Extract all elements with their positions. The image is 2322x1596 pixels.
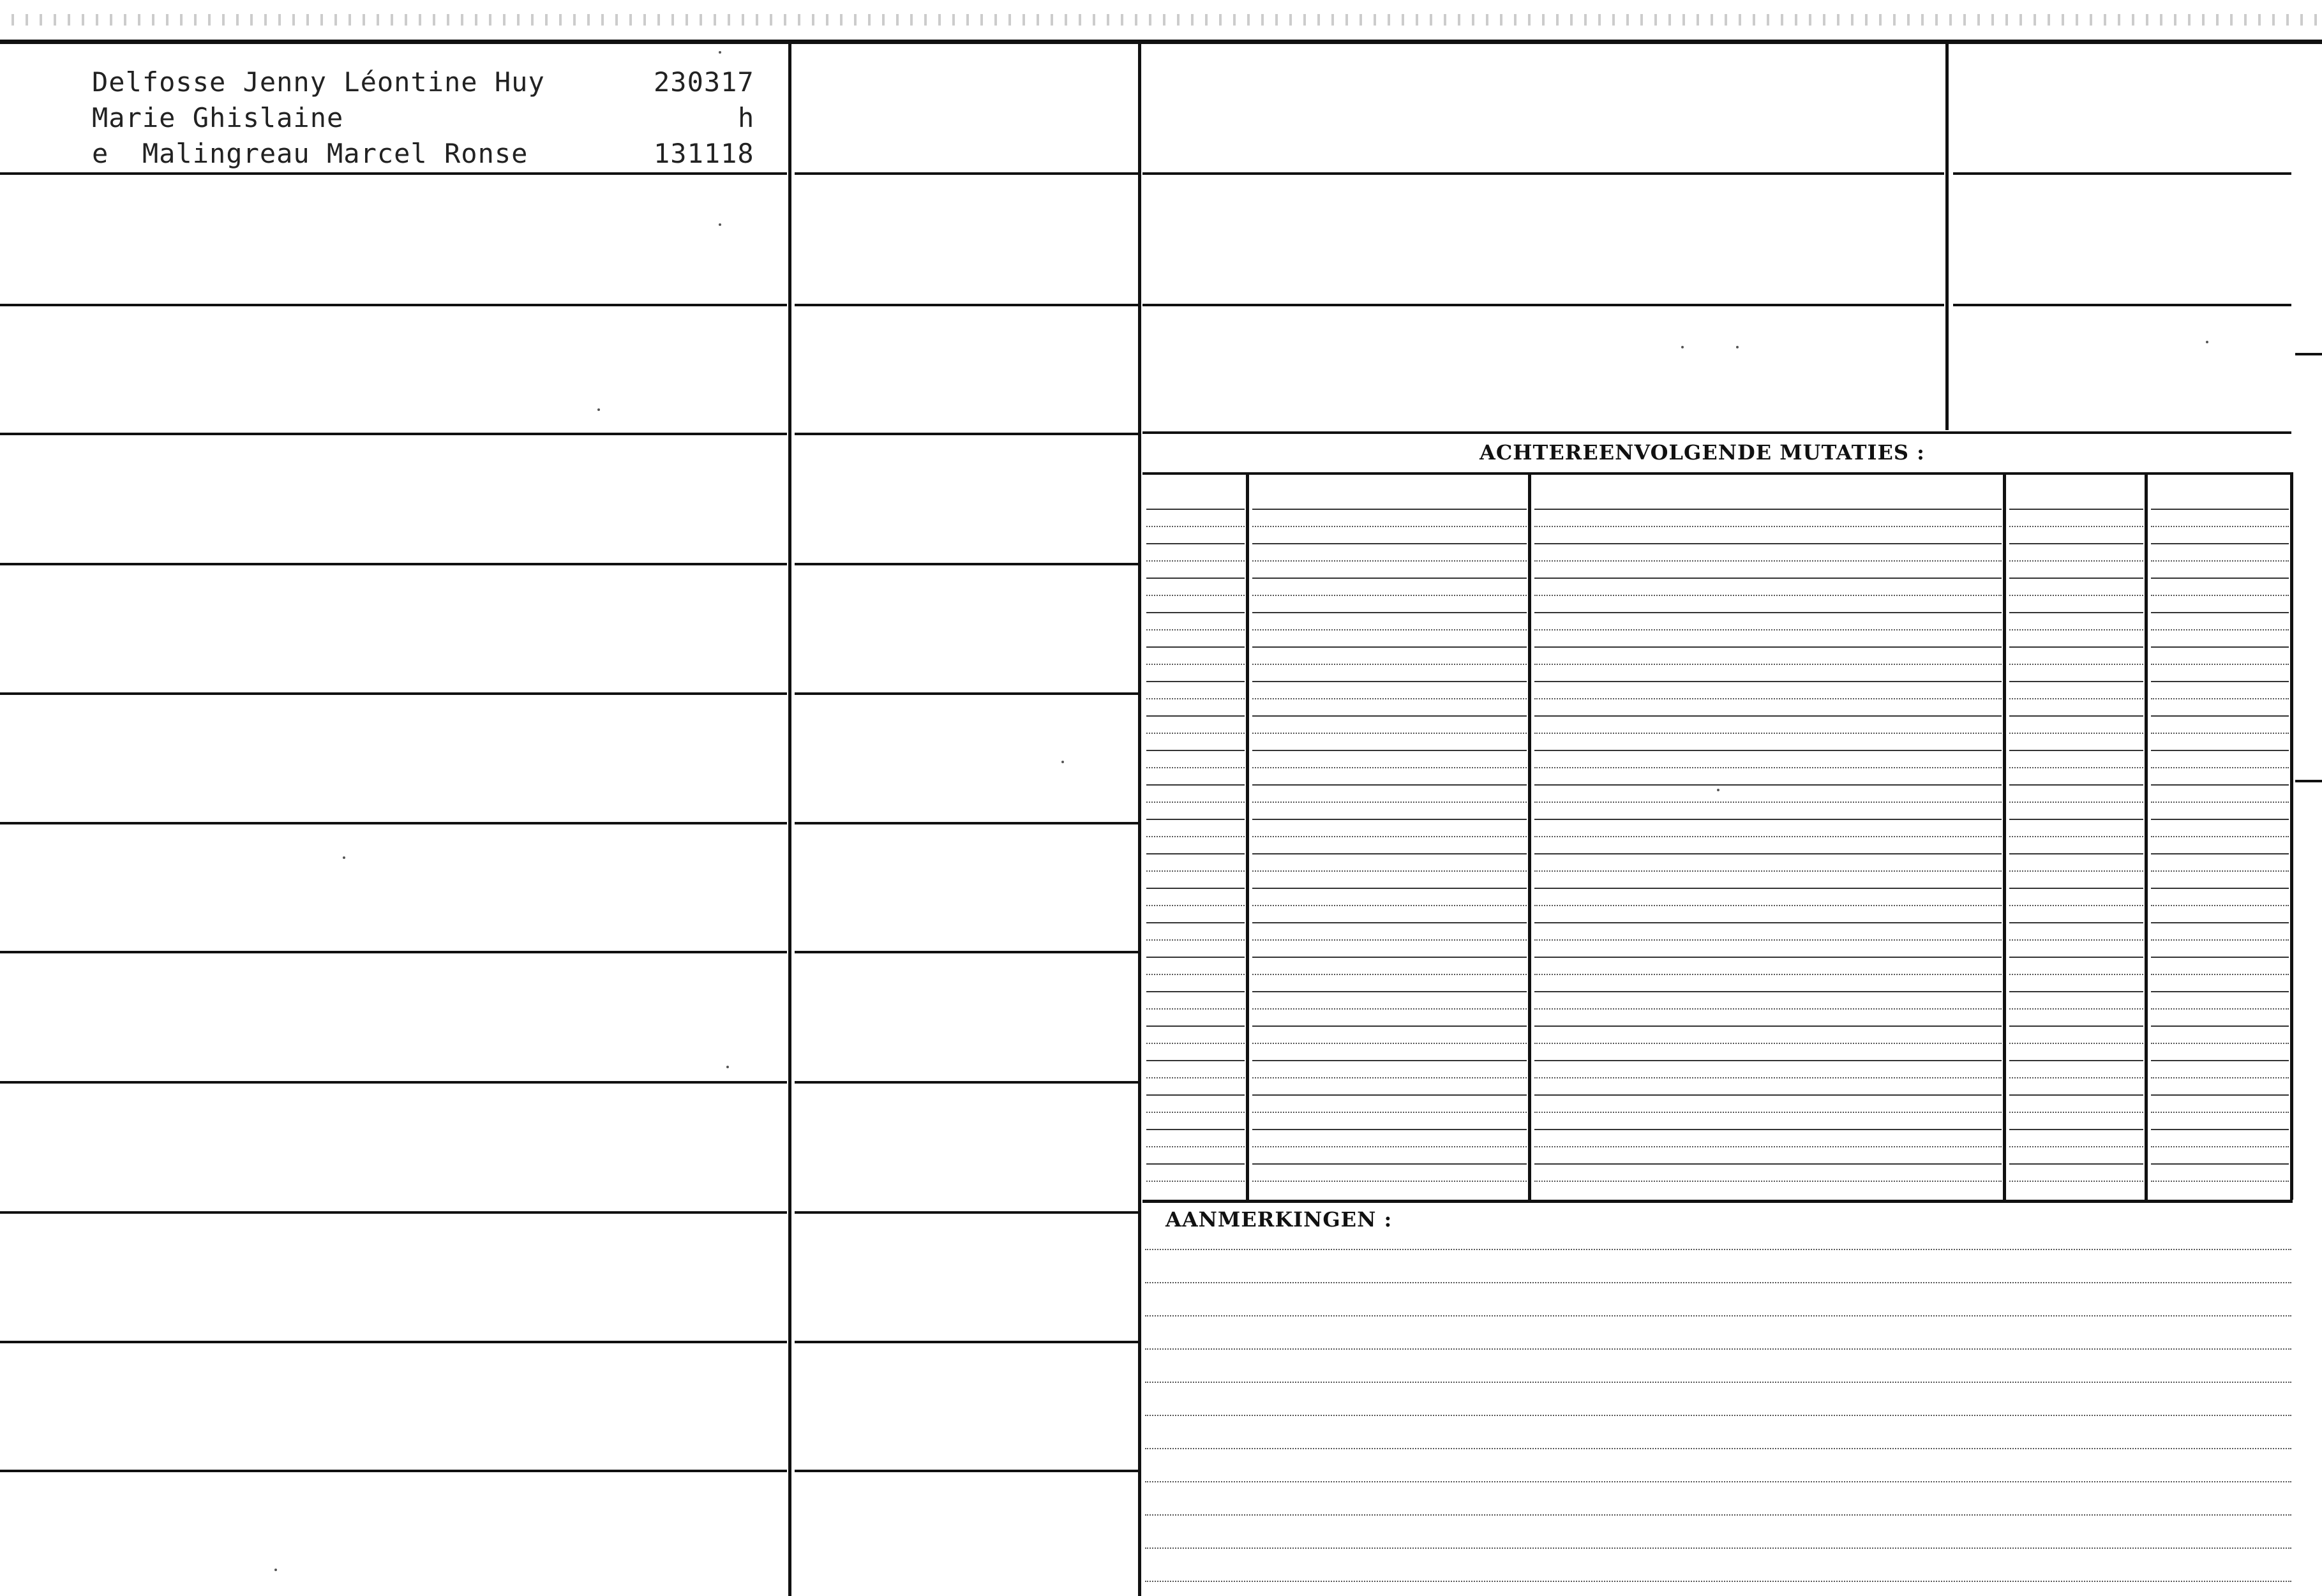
mutation-dotted-line	[2009, 733, 2143, 735]
mutation-solid-line	[1146, 1025, 1245, 1027]
mutations-top-line	[1142, 472, 2293, 475]
speck	[343, 856, 345, 859]
entry-mark: h	[738, 102, 755, 133]
mutation-dotted-line	[2009, 767, 2143, 770]
register-row-line	[0, 822, 787, 824]
mutation-solid-line	[2009, 922, 2143, 923]
mutation-solid-line	[1252, 819, 1527, 820]
mutation-solid-line	[1252, 715, 1527, 717]
speck	[719, 51, 721, 54]
entry-given-names: Marie Ghislaine	[92, 102, 344, 133]
mutation-solid-line	[1146, 750, 1245, 751]
mutation-dotted-line	[2009, 905, 2143, 907]
mutation-dotted-line	[2009, 1181, 2143, 1183]
mutation-solid-line	[1252, 922, 1527, 923]
right-row-line	[1953, 172, 2291, 175]
mutation-dotted-line	[1146, 560, 1245, 563]
mutation-dotted-line	[1146, 664, 1245, 666]
mutation-dotted-line	[2009, 836, 2143, 839]
speck	[1736, 346, 1739, 348]
mutation-dotted-line	[1534, 905, 2002, 907]
mutation-dotted-line	[1252, 802, 1527, 804]
mutation-solid-line	[1252, 888, 1527, 889]
mutation-solid-line	[2009, 1025, 2143, 1027]
mutations-col-line	[2145, 472, 2148, 1200]
mutation-dotted-line	[1534, 698, 2002, 701]
mutation-dotted-line	[1252, 1043, 1527, 1045]
mutation-dotted-line	[2009, 664, 2143, 666]
mutation-dotted-line	[2151, 767, 2289, 770]
mutation-solid-line	[2009, 853, 2143, 854]
mutation-solid-line	[2009, 646, 2143, 648]
mutation-solid-line	[1252, 957, 1527, 958]
mutation-solid-line	[1534, 991, 2002, 992]
mutation-dotted-line	[2009, 1008, 2143, 1011]
remark-line	[1145, 1382, 2291, 1384]
remark-line	[1145, 1514, 2291, 1517]
mutation-dotted-line	[1146, 629, 1245, 632]
mutation-solid-line	[1534, 1163, 2002, 1165]
remark-line	[1145, 1481, 2291, 1484]
mutation-dotted-line	[2009, 698, 2143, 701]
mutation-solid-line	[2009, 715, 2143, 717]
mutation-solid-line	[2009, 578, 2143, 579]
mutation-solid-line	[1534, 612, 2002, 613]
register-row-line	[795, 563, 1138, 565]
mutation-solid-line	[2151, 509, 2289, 510]
mutation-solid-line	[2151, 991, 2289, 992]
mutation-solid-line	[2151, 578, 2289, 579]
mutation-solid-line	[1252, 1094, 1527, 1096]
mutation-solid-line	[1252, 750, 1527, 751]
mutation-dotted-line	[2151, 1077, 2289, 1080]
mutation-solid-line	[2009, 543, 2143, 544]
mutation-solid-line	[1146, 991, 1245, 992]
mutation-solid-line	[1146, 888, 1245, 889]
mutation-dotted-line	[2151, 560, 2289, 563]
mutation-solid-line	[1534, 853, 2002, 854]
mutation-solid-line	[2151, 853, 2289, 854]
mutation-solid-line	[1534, 784, 2002, 786]
mutation-dotted-line	[2009, 939, 2143, 942]
mutation-solid-line	[1146, 819, 1245, 820]
mutation-solid-line	[1534, 1060, 2002, 1061]
mutation-solid-line	[1252, 991, 1527, 992]
mutation-solid-line	[2009, 1094, 2143, 1096]
mutation-dotted-line	[1146, 939, 1245, 942]
mutation-dotted-line	[1534, 870, 2002, 873]
register-divider-2	[1138, 40, 1141, 1596]
mutation-solid-line	[2151, 543, 2289, 544]
remark-line	[1145, 1282, 2291, 1285]
mutation-dotted-line	[2009, 974, 2143, 976]
scan-top-edge	[0, 0, 2322, 29]
mutation-solid-line	[2151, 646, 2289, 648]
mutation-dotted-line	[2151, 974, 2289, 976]
mutation-solid-line	[2009, 819, 2143, 820]
mutation-solid-line	[2151, 612, 2289, 613]
mutation-dotted-line	[1252, 836, 1527, 839]
mutation-dotted-line	[2151, 1008, 2289, 1011]
mutation-dotted-line	[2151, 1181, 2289, 1183]
entry-name-line: Delfosse Jenny Léontine Huy	[92, 66, 545, 98]
mutation-dotted-line	[2009, 595, 2143, 597]
register-row-line	[0, 692, 787, 695]
mutation-solid-line	[1534, 1025, 2002, 1027]
mutation-solid-line	[2009, 784, 2143, 786]
mutation-dotted-line	[2151, 836, 2289, 839]
mutation-dotted-line	[1252, 664, 1527, 666]
mutation-dotted-line	[2151, 526, 2289, 528]
mutation-solid-line	[2151, 1094, 2289, 1096]
mutation-solid-line	[1534, 750, 2002, 751]
speck	[719, 223, 721, 226]
right-row-line	[1142, 431, 2291, 434]
mutation-dotted-line	[1252, 526, 1527, 528]
mutation-dotted-line	[1252, 1077, 1527, 1080]
mutation-solid-line	[2151, 888, 2289, 889]
mutation-dotted-line	[1252, 870, 1527, 873]
mutation-dotted-line	[2151, 1112, 2289, 1114]
mutation-dotted-line	[1252, 1112, 1527, 1114]
mutation-solid-line	[2009, 991, 2143, 992]
mutations-col-line	[1246, 472, 1249, 1200]
speck	[1061, 761, 1064, 763]
mutation-dotted-line	[1146, 1112, 1245, 1114]
mutation-dotted-line	[1252, 767, 1527, 770]
mutation-solid-line	[2151, 1163, 2289, 1165]
mutation-dotted-line	[1146, 767, 1245, 770]
mutation-dotted-line	[2009, 629, 2143, 632]
mutation-dotted-line	[2009, 802, 2143, 804]
register-row-line	[795, 822, 1138, 824]
mutation-solid-line	[2151, 1060, 2289, 1061]
mutation-solid-line	[1252, 578, 1527, 579]
mutation-dotted-line	[2151, 1146, 2289, 1149]
mutation-dotted-line	[1146, 1008, 1245, 1011]
mutation-solid-line	[1534, 509, 2002, 510]
mutation-dotted-line	[1252, 595, 1527, 597]
mutation-solid-line	[1534, 888, 2002, 889]
mutation-solid-line	[2151, 750, 2289, 751]
register-row-line	[0, 1341, 787, 1343]
register-row-line	[795, 172, 1138, 175]
mutation-solid-line	[1146, 1163, 1245, 1165]
mutation-dotted-line	[1252, 1181, 1527, 1183]
mutation-solid-line	[1146, 957, 1245, 958]
mutation-solid-line	[2009, 750, 2143, 751]
mutation-dotted-line	[1146, 974, 1245, 976]
mutation-solid-line	[1534, 922, 2002, 923]
register-row-line	[0, 951, 787, 953]
mutation-dotted-line	[1146, 836, 1245, 839]
remark-line	[1145, 1315, 2291, 1318]
mutation-solid-line	[2009, 957, 2143, 958]
entry-marriage-date: 131118	[654, 138, 754, 169]
mutation-solid-line	[2009, 612, 2143, 613]
mutation-dotted-line	[1534, 526, 2002, 528]
mutation-dotted-line	[1146, 870, 1245, 873]
mutation-dotted-line	[1252, 974, 1527, 976]
mutations-col-line	[2290, 472, 2293, 1200]
mutation-solid-line	[1146, 646, 1245, 648]
entry-birth-date: 230317	[654, 66, 754, 98]
mutations-bottom-line	[1142, 1200, 2293, 1203]
mutation-dotted-line	[1534, 629, 2002, 632]
mutation-dotted-line	[1252, 560, 1527, 563]
register-divider-1	[788, 40, 791, 1596]
mutation-solid-line	[1534, 681, 2002, 682]
mutation-dotted-line	[1534, 1077, 2002, 1080]
mutation-solid-line	[2151, 784, 2289, 786]
mutation-solid-line	[1534, 543, 2002, 544]
mutations-col-line	[2003, 472, 2006, 1200]
mutation-dotted-line	[1534, 1043, 2002, 1045]
mutation-dotted-line	[1252, 698, 1527, 701]
mutation-solid-line	[2151, 922, 2289, 923]
register-row-line	[795, 1470, 1138, 1472]
mutation-solid-line	[2009, 888, 2143, 889]
speck	[726, 1066, 729, 1068]
mutation-dotted-line	[2151, 629, 2289, 632]
mutation-solid-line	[1146, 543, 1245, 544]
mutation-solid-line	[2151, 681, 2289, 682]
speck	[597, 408, 600, 411]
mutation-dotted-line	[1146, 905, 1245, 907]
mutation-dotted-line	[1146, 698, 1245, 701]
mutation-dotted-line	[2009, 526, 2143, 528]
mutation-solid-line	[1534, 715, 2002, 717]
register-row-line	[0, 563, 787, 565]
mutations-col-line	[1528, 472, 1531, 1200]
mutation-dotted-line	[1534, 595, 2002, 597]
mutation-dotted-line	[1534, 1181, 2002, 1183]
right-divider	[1945, 40, 1949, 430]
remark-line	[1145, 1249, 2291, 1251]
mutation-solid-line	[1534, 957, 2002, 958]
mutation-dotted-line	[2009, 560, 2143, 563]
right-row-line	[1142, 172, 1944, 175]
mutation-solid-line	[2009, 1060, 2143, 1061]
mutation-solid-line	[1146, 1094, 1245, 1096]
mutation-solid-line	[1146, 715, 1245, 717]
register-row-line	[795, 951, 1138, 953]
mutation-solid-line	[1252, 1025, 1527, 1027]
register-row-line	[795, 304, 1138, 306]
speck	[274, 1569, 277, 1571]
mutation-solid-line	[2009, 1163, 2143, 1165]
remark-line	[1145, 1415, 2291, 1417]
mutation-solid-line	[1146, 1060, 1245, 1061]
mutation-dotted-line	[1252, 1146, 1527, 1149]
mutation-solid-line	[1252, 543, 1527, 544]
remark-line	[1145, 1581, 2291, 1583]
mutation-dotted-line	[1534, 733, 2002, 735]
register-row-line	[795, 692, 1138, 695]
mutation-dotted-line	[2009, 1077, 2143, 1080]
mutation-dotted-line	[1534, 974, 2002, 976]
top-border	[0, 40, 2322, 44]
mutation-dotted-line	[2151, 733, 2289, 735]
mutation-solid-line	[1534, 578, 2002, 579]
register-row-line	[795, 433, 1138, 435]
mutation-solid-line	[1252, 853, 1527, 854]
right-row-line	[1953, 304, 2291, 306]
mutation-solid-line	[1534, 646, 2002, 648]
mutation-dotted-line	[2009, 1112, 2143, 1114]
mutation-solid-line	[2151, 715, 2289, 717]
mutation-dotted-line	[1534, 1008, 2002, 1011]
mutation-solid-line	[1252, 612, 1527, 613]
register-row-line	[795, 1081, 1138, 1084]
mutation-dotted-line	[1146, 595, 1245, 597]
mutation-dotted-line	[1534, 1112, 2002, 1114]
mutation-solid-line	[1252, 646, 1527, 648]
mutation-solid-line	[1252, 681, 1527, 682]
mutation-dotted-line	[1146, 1181, 1245, 1183]
mutation-dotted-line	[2151, 664, 2289, 666]
mutation-dotted-line	[1146, 526, 1245, 528]
mutation-dotted-line	[2009, 1146, 2143, 1149]
mutation-solid-line	[1146, 578, 1245, 579]
speck	[1681, 346, 1684, 348]
remark-line	[1145, 1348, 2291, 1351]
mutation-solid-line	[1146, 681, 1245, 682]
mutation-dotted-line	[1252, 905, 1527, 907]
mutation-solid-line	[1146, 853, 1245, 854]
mutation-solid-line	[1146, 1129, 1245, 1130]
mutation-solid-line	[2151, 819, 2289, 820]
mutation-solid-line	[1534, 1129, 2002, 1130]
mutation-dotted-line	[1534, 767, 2002, 770]
mutation-solid-line	[1146, 784, 1245, 786]
edge-tick	[2295, 780, 2322, 782]
mutation-solid-line	[2151, 957, 2289, 958]
mutation-dotted-line	[1146, 1043, 1245, 1045]
mutation-solid-line	[2151, 1025, 2289, 1027]
mutation-solid-line	[2009, 509, 2143, 510]
mutation-dotted-line	[1534, 836, 2002, 839]
edge-tick	[2295, 353, 2322, 355]
register-row-line	[0, 1470, 787, 1472]
mutation-dotted-line	[1534, 1146, 2002, 1149]
register-row-line	[0, 1081, 787, 1084]
mutation-dotted-line	[1146, 1077, 1245, 1080]
mutation-dotted-line	[1252, 733, 1527, 735]
right-row-line	[1142, 304, 1944, 306]
mutation-dotted-line	[2151, 905, 2289, 907]
mutation-dotted-line	[1534, 939, 2002, 942]
mutation-solid-line	[1252, 1129, 1527, 1130]
register-row-line	[795, 1211, 1138, 1214]
mutation-solid-line	[2009, 681, 2143, 682]
mutation-dotted-line	[1534, 802, 2002, 804]
mutation-solid-line	[1146, 509, 1245, 510]
mutation-solid-line	[1252, 1060, 1527, 1061]
mutation-solid-line	[1146, 612, 1245, 613]
mutation-solid-line	[1146, 922, 1245, 923]
mutation-dotted-line	[1146, 802, 1245, 804]
mutation-dotted-line	[2009, 1043, 2143, 1045]
mutation-solid-line	[1252, 509, 1527, 510]
mutation-dotted-line	[1252, 1008, 1527, 1011]
remark-line	[1145, 1448, 2291, 1451]
entry-spouse-line: e Malingreau Marcel Ronse	[92, 138, 528, 169]
register-row-line	[0, 1211, 787, 1214]
mutation-dotted-line	[2151, 698, 2289, 701]
mutation-dotted-line	[1146, 1146, 1245, 1149]
mutation-dotted-line	[2151, 1043, 2289, 1045]
speck	[1717, 789, 1719, 791]
register-row-line	[0, 433, 787, 435]
mutation-dotted-line	[2151, 595, 2289, 597]
mutation-solid-line	[1252, 1163, 1527, 1165]
mutations-heading: ACHTEREENVOLGENDE MUTATIES :	[1479, 440, 1925, 465]
mutation-dotted-line	[1146, 733, 1245, 735]
register-row-line	[0, 304, 787, 306]
mutation-solid-line	[1534, 819, 2002, 820]
mutation-dotted-line	[2151, 939, 2289, 942]
speck	[2206, 341, 2208, 343]
mutation-dotted-line	[2009, 870, 2143, 873]
mutation-dotted-line	[1534, 664, 2002, 666]
mutation-solid-line	[2009, 1129, 2143, 1130]
mutation-dotted-line	[1252, 939, 1527, 942]
mutation-dotted-line	[1252, 629, 1527, 632]
mutation-solid-line	[2151, 1129, 2289, 1130]
mutation-solid-line	[1252, 784, 1527, 786]
mutation-dotted-line	[2151, 870, 2289, 873]
register-row-line	[0, 172, 787, 175]
remarks-heading: AANMERKINGEN :	[1165, 1207, 1393, 1232]
mutation-solid-line	[1534, 1094, 2002, 1096]
register-row-line	[795, 1341, 1138, 1343]
mutation-dotted-line	[2151, 802, 2289, 804]
remark-line	[1145, 1548, 2291, 1550]
mutation-dotted-line	[1534, 560, 2002, 563]
